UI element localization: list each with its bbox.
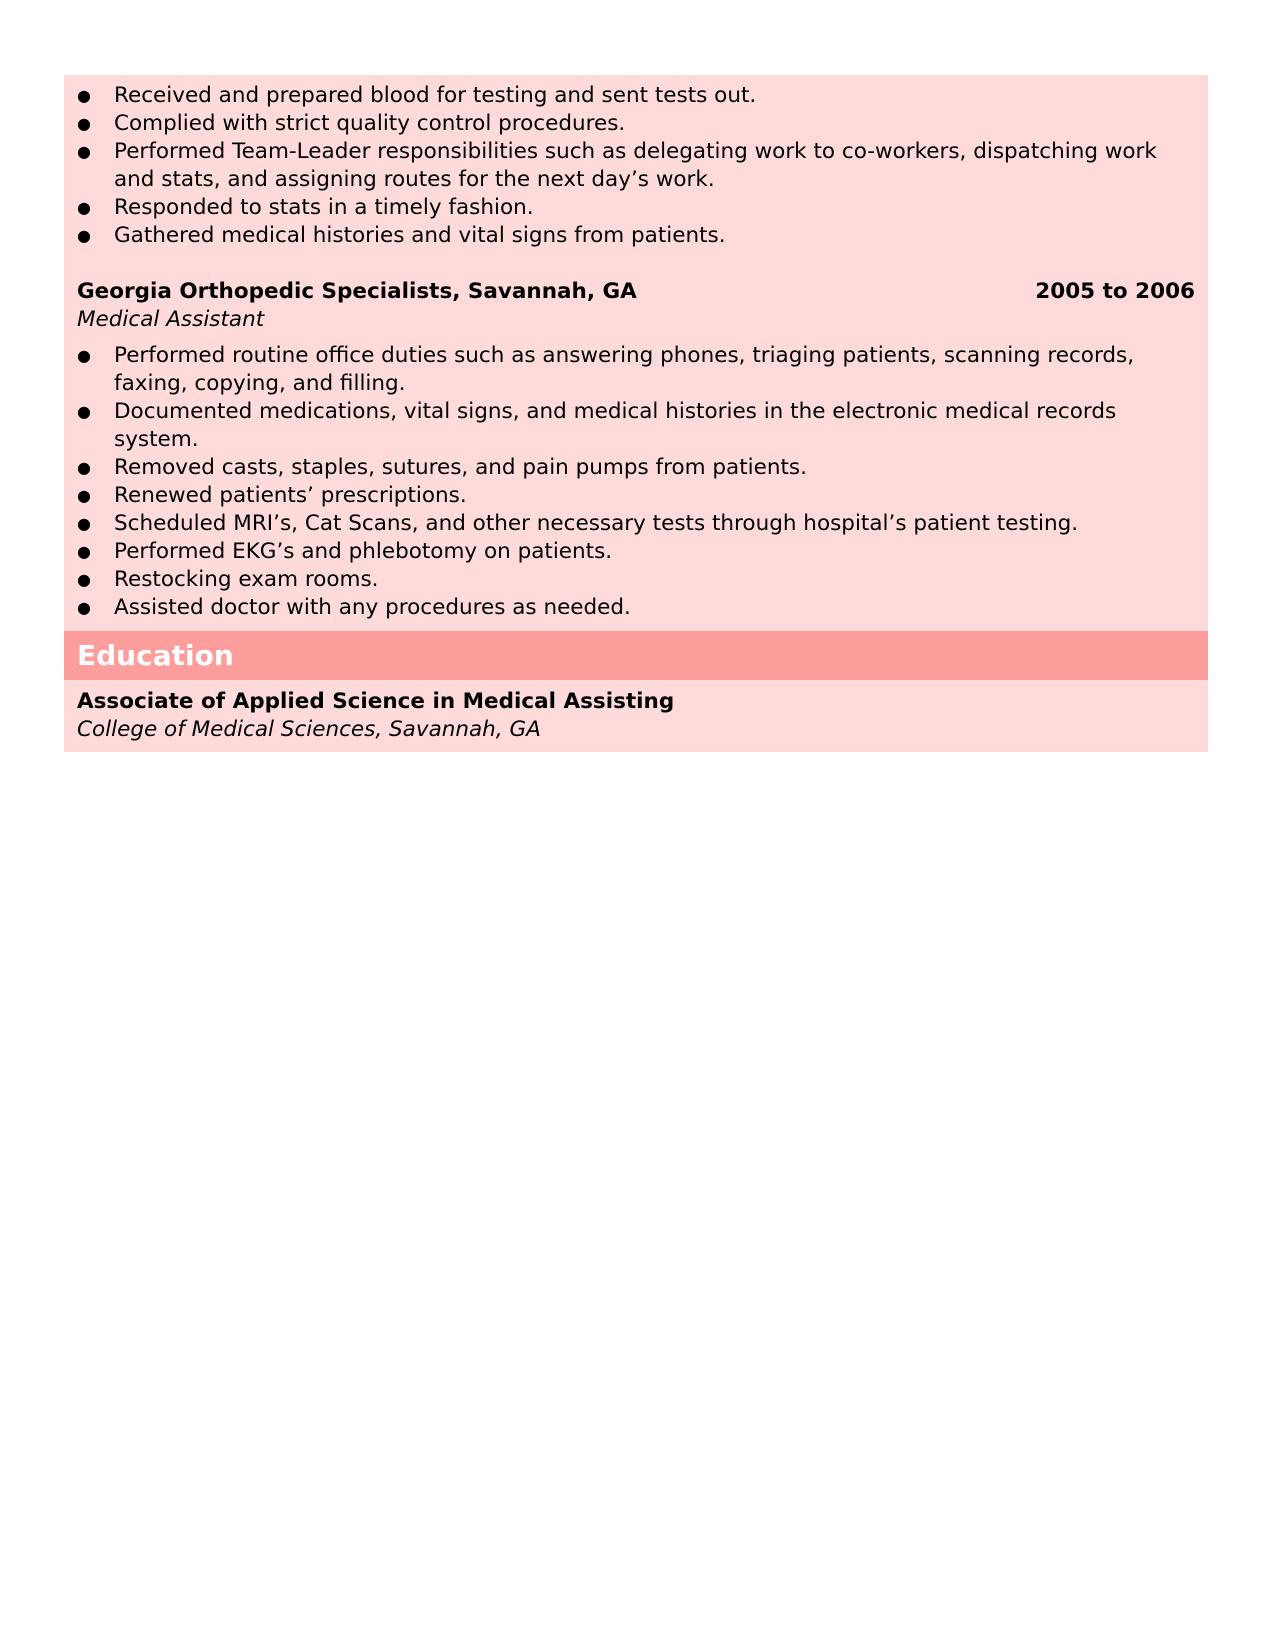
bullet-icon: ● — [77, 402, 91, 421]
list-item: ● Restocking exam rooms. — [77, 567, 379, 592]
list-item: ● Performed Team-Leader responsibilities such as delegating work to co-workers, dispatching work and stats, and assigning routes for the next day’s work. — [77, 139, 1157, 192]
job-title: Medical Assistant — [77, 307, 265, 332]
education-section — [64, 680, 1208, 752]
bullet-icon: ● — [77, 114, 91, 133]
education-heading: Education — [64, 631, 1208, 680]
list-item: ● Performed EKG’s and phlebotomy on patients. — [77, 539, 613, 564]
bullet-icon: ● — [77, 226, 91, 245]
list-item: ● Renewed patients’ prescriptions. — [77, 483, 467, 508]
bullet-icon: ● — [77, 86, 91, 105]
list-item: ● Removed casts, staples, sutures, and pain pumps from patients. — [77, 455, 807, 480]
bullet-icon: ● — [77, 142, 91, 161]
list-item: ● Assisted doctor with any procedures as needed. — [77, 595, 631, 620]
list-item: ● Received and prepared blood for testing and sent tests out. — [77, 83, 757, 108]
bullet-icon: ● — [77, 542, 91, 561]
list-item: ● Complied with strict quality control procedures. — [77, 111, 626, 136]
job-header — [77, 278, 1195, 306]
bullet-icon: ● — [77, 570, 91, 589]
list-item: ● Scheduled MRI’s, Cat Scans, and other necessary tests through hospital’s patient testing. — [77, 511, 1079, 536]
bullet-icon: ● — [77, 346, 91, 365]
experience-section — [64, 75, 1208, 631]
list-item: ● Gathered medical histories and vital signs from patients. — [77, 223, 726, 248]
bullet-icon: ● — [77, 598, 91, 617]
job-dates: 2005 to 2006 — [1035, 279, 1195, 304]
resume-panel — [64, 75, 1208, 752]
bullet-icon: ● — [77, 486, 91, 505]
employer-name: Georgia Orthopedic Specialists, Savannah, GA — [77, 279, 637, 304]
prior-job-bullet-list — [77, 82, 1195, 250]
job-bullet-list — [77, 342, 1195, 622]
list-item: ● Performed routine office duties such as answering phones, triaging patients, scanning records, faxing, copying, and filling. — [77, 343, 1135, 396]
bullet-icon: ● — [77, 514, 91, 533]
list-item: ● Responded to stats in a timely fashion. — [77, 195, 534, 220]
bullet-icon: ● — [77, 198, 91, 217]
degree-name: Associate of Applied Science in Medical Assisting — [77, 689, 675, 714]
bullet-icon: ● — [77, 458, 91, 477]
list-item: ● Documented medications, vital signs, and medical histories in the electronic medical records system. — [77, 399, 1117, 452]
school-name: College of Medical Sciences, Savannah, GA — [77, 717, 541, 742]
